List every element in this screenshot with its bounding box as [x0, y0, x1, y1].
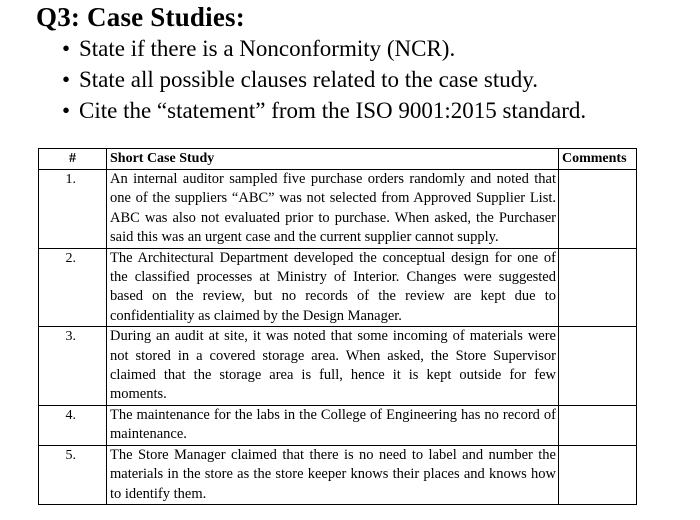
case-text: The Architectural Department developed the conceptual design for one of the classified processes at Ministry of Interior. Changes were suggested based on the review, but no records of the review are kept due to confidentiality as claimed by the Design Manager.	[107, 248, 559, 327]
table-header-row	[39, 149, 637, 170]
case-text: An internal auditor sampled five purchase orders randomly and noted that one of the suppliers “ABC” was not selected from Approved Supplier List. ABC was also not evaluated prior to purchase. When asked, the Purchaser said this was an urgent case and the current supplier cannot supply.	[107, 170, 559, 249]
bullet-icon: •	[62, 67, 71, 92]
table-row	[39, 405, 637, 445]
page-title: Q3: Case Studies:	[36, 2, 245, 32]
instruction-text: Cite the “statement” from the ISO 9001:2015 standard.	[79, 98, 587, 123]
case-number: 3.	[39, 327, 107, 406]
instruction-item	[62, 33, 586, 64]
instruction-text: State if there is a Nonconformity (NCR).	[79, 36, 456, 61]
table-row	[39, 327, 637, 406]
column-header-number: #	[39, 149, 107, 170]
comment-cell[interactable]	[559, 327, 637, 406]
comment-cell[interactable]	[559, 445, 637, 504]
bullet-icon: •	[62, 36, 71, 61]
case-study-table	[38, 148, 637, 505]
case-number: 2.	[39, 248, 107, 327]
instruction-item	[62, 95, 586, 126]
comment-cell[interactable]	[559, 248, 637, 327]
column-header-study: Short Case Study	[107, 149, 559, 170]
case-text: The maintenance for the labs in the College of Engineering has no record of maintenance.	[107, 405, 559, 445]
instruction-text: State all possible clauses related to the case study.	[79, 67, 539, 92]
table-row	[39, 170, 637, 249]
table-row	[39, 445, 637, 504]
case-text: The Store Manager claimed that there is no need to label and number the materials in the store as the store keeper knows their places and knows how to identify them.	[107, 445, 559, 504]
case-number: 4.	[39, 405, 107, 445]
table-row	[39, 248, 637, 327]
instruction-item	[62, 64, 586, 95]
case-number: 5.	[39, 445, 107, 504]
bullet-icon: •	[62, 98, 71, 123]
column-header-comments: Comments	[559, 149, 637, 170]
comment-cell[interactable]	[559, 170, 637, 249]
case-number: 1.	[39, 170, 107, 249]
comment-cell[interactable]	[559, 405, 637, 445]
instructions-list	[62, 33, 586, 126]
case-text: During an audit at site, it was noted that some incoming of materials were not stored in a covered storage area. When asked, the Store Supervisor claimed that the storage area is full, hence it is kept outside for few moments.	[107, 327, 559, 406]
